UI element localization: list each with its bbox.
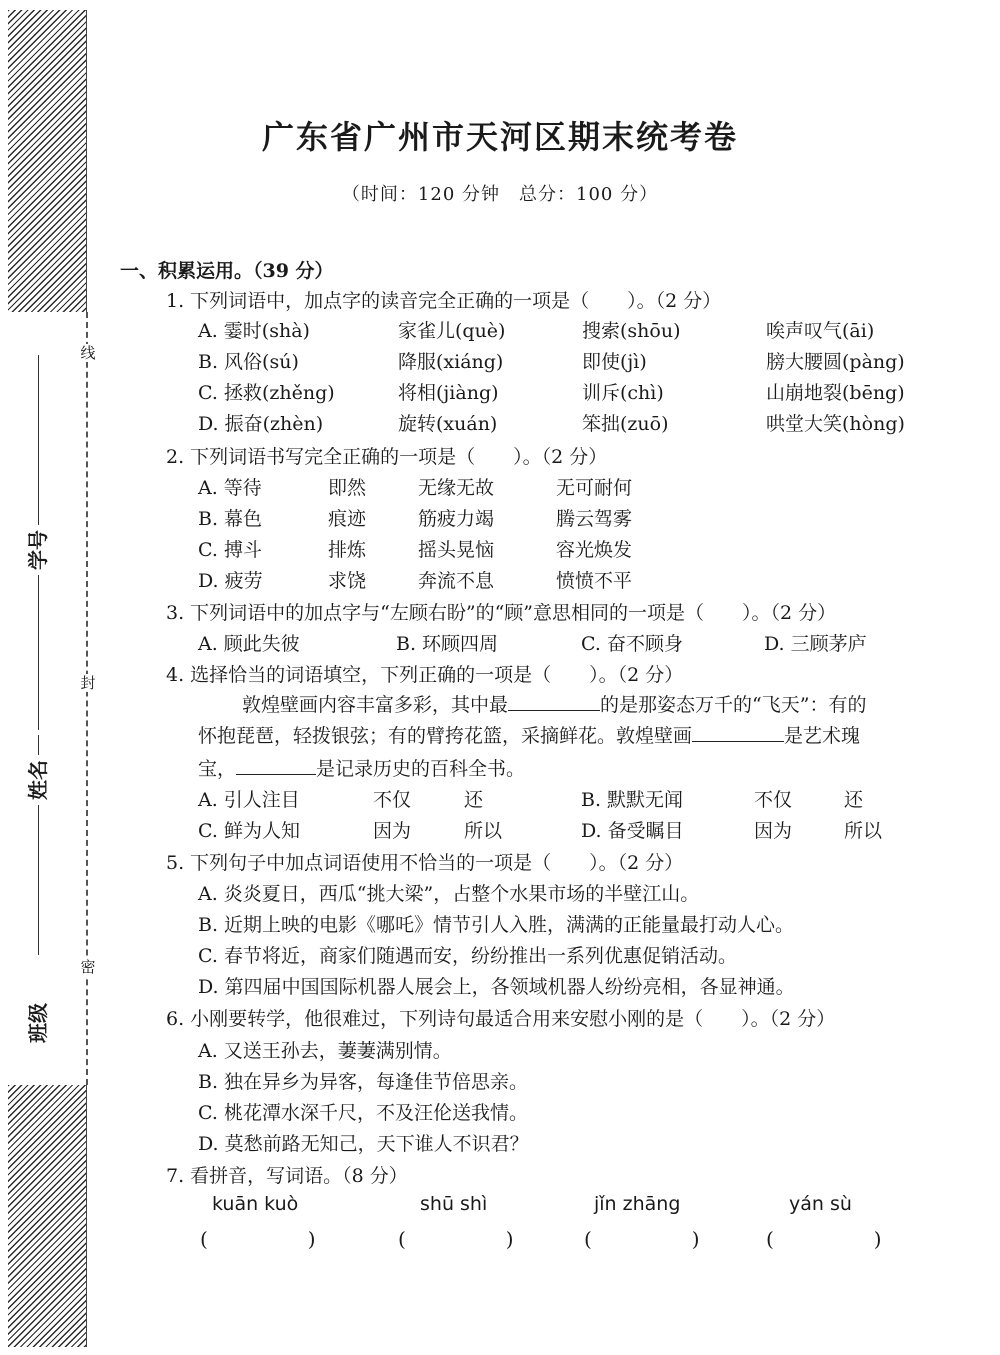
seal-char-xian: 线: [80, 344, 96, 362]
binding-hatch-bottom: [8, 1085, 87, 1347]
exam-title: 广东省广州市天河区期末统考卷: [261, 118, 738, 156]
q7-answer-box-1[interactable]: ( ): [200, 1227, 316, 1251]
q1-option-b: [198, 349, 958, 375]
q2-c-1: C. 搏斗: [198, 539, 262, 561]
exam-subtitle: （时间：120 分钟 总分：100 分）: [341, 184, 659, 205]
q4-passage-line2: 怀抱琵琶，轻拨银弦；有的臂挎花篮，采摘鲜花。敦煌壁画 是艺术瑰: [198, 725, 861, 747]
q3-option-c: C. 奋不顾身: [581, 633, 683, 655]
q7-answer-box-3[interactable]: ( ): [584, 1227, 700, 1251]
q4-passage-line3: 宝， 是记录历史的百科全书。: [198, 758, 526, 780]
q2-d-3: 奔流不息: [418, 570, 495, 592]
q4-a-3: 还: [464, 789, 484, 811]
q2-a-3: 无缘无故: [418, 477, 495, 499]
q1-d-1: D. 振奋(zhèn): [198, 413, 324, 435]
q4-c-1: C. 鲜为人知: [198, 820, 300, 842]
student-number-label: 学号: [26, 530, 50, 570]
q4-b-3: 还: [844, 789, 864, 811]
q3-options: [198, 631, 958, 657]
q2-b-2: 痕迹: [328, 508, 367, 530]
q5-option-d: D. 第四届中国国际机器人展会上，各领域机器人纷纷亮相，各显神通。: [198, 976, 795, 998]
q2-option-c: [198, 537, 798, 563]
q2-c-3: 摇头晃恼: [418, 539, 495, 561]
q4-d-1: D. 备受瞩目: [581, 820, 684, 842]
q1-option-a: [198, 318, 958, 344]
q4-a-2: 不仅: [373, 789, 412, 811]
q1-d-4: 哄堂大笑(hòng): [766, 413, 905, 435]
q4-b-1: B. 默默无闻: [581, 789, 684, 811]
q6-option-c: C. 桃花潭水深千尺，不及汪伦送我情。: [198, 1102, 528, 1124]
q7-pinyin-1: kuān kuò: [212, 1193, 299, 1215]
section-title: 一、积累运用。（39 分）: [120, 260, 334, 282]
binding-hatch-top: [8, 10, 87, 312]
q4-blank-2[interactable]: [692, 723, 784, 742]
q1-c-1: C. 拯救(zhěng): [198, 382, 335, 404]
q1-option-c: [198, 380, 958, 406]
q7-answer-box-4[interactable]: ( ): [766, 1227, 882, 1251]
q2-d-1: D. 疲劳: [198, 570, 263, 592]
q3-option-d: D. 三顾茅庐: [764, 633, 867, 655]
q1-c-3: 训斥(chì): [582, 382, 664, 404]
q2-a-2: 即然: [328, 477, 367, 499]
q1-b-1: B. 风俗(sú): [198, 351, 299, 373]
q6-option-a: A. 又送王孙去，萋萋满别情。: [198, 1040, 452, 1062]
q4-passage-line1: 敦煌壁画内容丰富多彩，其中最 的是那姿态万千的“飞天”：有的: [242, 694, 867, 716]
q2-d-2: 求饶: [328, 570, 367, 592]
q1-c-2: 将相(jiàng): [398, 382, 499, 404]
q4-blank-1[interactable]: [508, 692, 600, 711]
q2-a-1: A. 等待: [198, 477, 262, 499]
q1-stem: 1. 下列词语中，加点字的读音完全正确的一项是（ ）。（2 分）: [166, 290, 722, 312]
q5-option-c: C. 春节将近，商家们随遇而安，纷纷推出一系列优惠促销活动。: [198, 945, 737, 967]
q4-c-3: 所以: [464, 820, 503, 842]
q3-option-b: B. 环顾四周: [396, 633, 499, 655]
student-number-field: [18, 355, 58, 730]
q1-a-1: A. 霎时(shà): [198, 320, 310, 342]
q1-option-d: [198, 411, 958, 437]
q1-a-4: 唉声叹气(āi): [766, 320, 875, 342]
q7-pinyin-3: jǐn zhāng: [594, 1193, 681, 1215]
q2-c-2: 排炼: [328, 539, 367, 561]
q2-d-4: 愤愤不平: [556, 570, 633, 592]
q2-b-3: 筋疲力竭: [418, 508, 495, 530]
seal-char-mi: 密: [80, 958, 96, 976]
q1-d-2: 旋转(xuán): [398, 413, 498, 435]
q4-blank-3[interactable]: [236, 756, 316, 775]
q2-option-d: [198, 568, 798, 594]
q4-option-row1: [198, 787, 958, 813]
q7-stem: 7. 看拼音，写词语。（8 分）: [166, 1165, 408, 1187]
q4-b-2: 不仅: [754, 789, 793, 811]
q1-b-2: 降服(xiáng): [398, 351, 504, 373]
q5-option-b: B. 近期上映的电影《哪吒》情节引人入胜，满满的正能量最打动人心。: [198, 914, 795, 936]
q2-b-4: 腾云驾雾: [556, 508, 633, 530]
class-label: 班级: [26, 1003, 50, 1043]
q6-option-b: B. 独在异乡为异客，每逢佳节倍思亲。: [198, 1071, 529, 1093]
q4-option-row2: [198, 818, 958, 844]
q4-d-3: 所以: [844, 820, 883, 842]
q4-c-2: 因为: [373, 820, 412, 842]
q4-d-2: 因为: [754, 820, 793, 842]
q2-option-b: [198, 506, 798, 532]
seal-char-feng: 封: [80, 674, 96, 692]
q2-option-a: [198, 475, 798, 501]
q2-c-4: 容光焕发: [556, 539, 633, 561]
q2-b-1: B. 幕色: [198, 508, 263, 530]
q5-option-a: A. 炎炎夏日，西瓜“挑大梁”，占整个水果市场的半壁江山。: [198, 883, 700, 905]
q7-pinyin-4: yán sù: [789, 1193, 852, 1215]
q6-option-d: D. 莫愁前路无知己，天下谁人不识君？: [198, 1133, 529, 1155]
q1-a-3: 搜索(shōu): [582, 320, 681, 342]
q1-c-4: 山崩地裂(bēng): [766, 382, 905, 404]
class-field: [18, 1000, 58, 1046]
q2-a-4: 无可耐何: [556, 477, 633, 499]
q7-answer-box-2[interactable]: ( ): [398, 1227, 514, 1251]
q2-stem: 2. 下列词语书写完全正确的一项是（ ）。（2 分）: [166, 446, 608, 468]
q1-a-2: 家雀儿(què): [398, 320, 506, 342]
q5-stem: 5. 下列句子中加点词语使用不恰当的一项是（ ）。（2 分）: [166, 852, 684, 874]
q7-pinyin-2: shū shì: [420, 1193, 488, 1215]
q4-stem: 4. 选择恰当的词语填空，下列正确的一项是（ ）。（2 分）: [166, 664, 684, 686]
q3-stem: 3. 下列词语中的加点字与“左顾右盼”的“顾”意思相同的一项是（ ）。（2 分）: [166, 602, 837, 624]
q3-option-a: A. 顾此失彼: [198, 633, 300, 655]
q6-stem: 6. 小刚要转学，他很难过，下列诗句最适合用来安慰小刚的是（ ）。（2 分）: [166, 1008, 836, 1030]
q1-d-3: 笨拙(zuō): [582, 413, 669, 435]
q1-b-4: 膀大腰圆(pàng): [766, 351, 905, 373]
student-name-label: 姓名: [26, 760, 50, 800]
q4-a-1: A. 引人注目: [198, 789, 300, 811]
student-name-field: [18, 735, 58, 955]
q1-b-3: 即使(jì): [582, 351, 647, 373]
